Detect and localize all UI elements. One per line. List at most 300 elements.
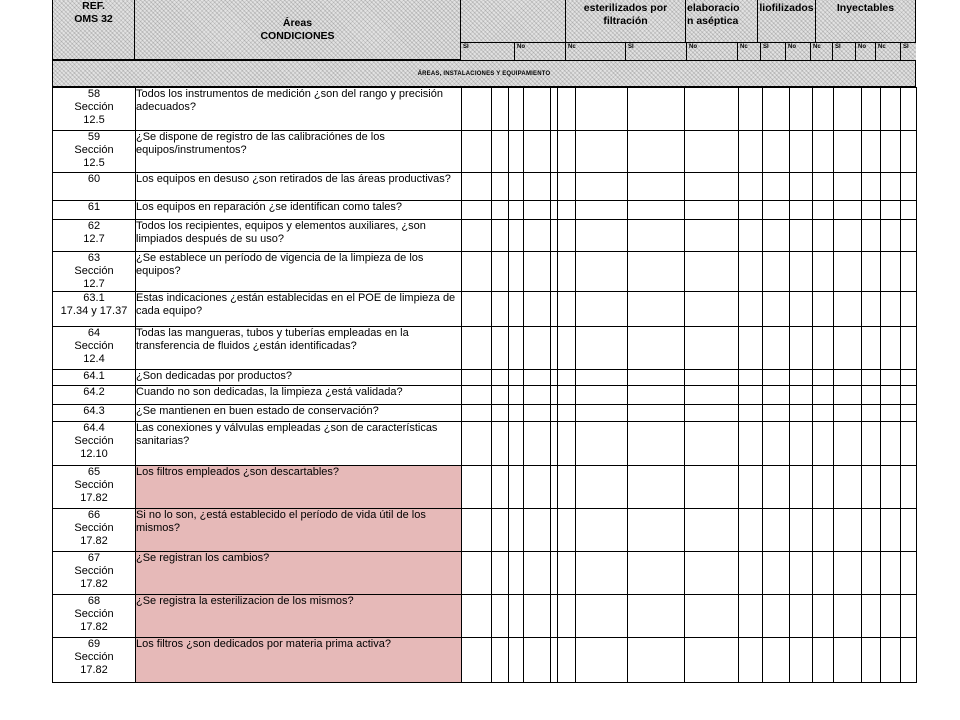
answer-cell[interactable] — [492, 509, 509, 552]
answer-cell[interactable] — [509, 292, 524, 327]
answer-cell[interactable] — [558, 638, 576, 683]
answer-cell[interactable] — [862, 88, 881, 131]
answer-cell[interactable] — [834, 638, 862, 683]
answer-cell[interactable] — [524, 405, 551, 422]
answer-cell[interactable] — [834, 422, 862, 466]
answer-cell[interactable] — [763, 466, 790, 509]
answer-cell[interactable] — [524, 131, 551, 173]
answer-cell[interactable] — [834, 292, 862, 327]
answer-cell[interactable] — [881, 405, 901, 422]
condiciones-label: CONDICIONES — [260, 30, 335, 42]
answer-cell[interactable] — [576, 370, 628, 386]
answer-cell[interactable] — [462, 405, 492, 422]
answer-cell[interactable] — [685, 405, 739, 422]
answer-cell[interactable] — [558, 595, 576, 638]
answer-cell[interactable] — [881, 327, 901, 370]
answer-cell[interactable] — [813, 405, 834, 422]
answer-cell[interactable] — [881, 220, 901, 252]
answer-cell[interactable] — [551, 638, 558, 683]
answer-cell[interactable] — [628, 595, 685, 638]
answer-cell[interactable] — [492, 552, 509, 595]
answer-cell[interactable] — [685, 252, 739, 292]
answer-cell[interactable] — [524, 386, 551, 405]
answer-cell[interactable] — [901, 201, 917, 220]
answer-cell[interactable] — [576, 220, 628, 252]
answer-cell[interactable] — [551, 292, 558, 327]
answer-cell[interactable] — [509, 405, 524, 422]
answer-cell[interactable] — [509, 131, 524, 173]
answer-cell[interactable] — [628, 220, 685, 252]
answer-cell[interactable] — [901, 252, 917, 292]
answer-cell[interactable] — [763, 595, 790, 638]
answer-cell[interactable] — [551, 466, 558, 509]
answer-cell[interactable] — [509, 220, 524, 252]
answer-subheader: SI — [460, 42, 514, 60]
answer-cell[interactable] — [462, 131, 492, 173]
answer-cell[interactable] — [813, 220, 834, 252]
answer-cell[interactable] — [551, 422, 558, 466]
answer-cell[interactable] — [881, 88, 901, 131]
answer-cell[interactable] — [763, 88, 790, 131]
answer-cell[interactable] — [685, 422, 739, 466]
answer-cell[interactable] — [790, 252, 813, 292]
answer-cell[interactable] — [576, 595, 628, 638]
answer-cell[interactable] — [551, 201, 558, 220]
answer-cell[interactable] — [862, 509, 881, 552]
answer-cell[interactable] — [462, 386, 492, 405]
answer-cell[interactable] — [558, 466, 576, 509]
answer-cell[interactable] — [509, 173, 524, 201]
answer-cell[interactable] — [901, 422, 917, 466]
answer-cell[interactable] — [492, 370, 509, 386]
answer-cell[interactable] — [558, 88, 576, 131]
table-row — [53, 220, 917, 252]
answer-cell[interactable] — [862, 327, 881, 370]
answer-cell[interactable] — [492, 88, 509, 131]
answer-subheader: Nc — [565, 42, 625, 60]
answer-cell[interactable] — [462, 552, 492, 595]
answer-cell[interactable] — [881, 638, 901, 683]
answer-cell[interactable] — [492, 466, 509, 509]
answer-cell[interactable] — [739, 638, 763, 683]
answer-cell[interactable] — [685, 220, 739, 252]
answer-subheader: No — [785, 42, 810, 60]
answer-cell[interactable] — [862, 370, 881, 386]
answer-cell[interactable] — [524, 220, 551, 252]
answer-cell[interactable] — [813, 88, 834, 131]
answer-cell[interactable] — [790, 327, 813, 370]
answer-cell[interactable] — [881, 131, 901, 173]
answer-cell[interactable] — [462, 466, 492, 509]
answer-cell[interactable] — [739, 405, 763, 422]
answer-cell[interactable] — [901, 327, 917, 370]
answer-cell[interactable] — [576, 252, 628, 292]
answer-cell[interactable] — [576, 292, 628, 327]
answer-cell[interactable] — [901, 405, 917, 422]
answer-cell[interactable] — [509, 509, 524, 552]
answer-cell[interactable] — [813, 552, 834, 595]
answer-cell[interactable] — [763, 422, 790, 466]
answer-cell[interactable] — [881, 552, 901, 595]
answer-cell[interactable] — [739, 370, 763, 386]
answer-cell[interactable] — [551, 370, 558, 386]
answer-cell[interactable] — [790, 173, 813, 201]
answer-cell[interactable] — [576, 131, 628, 173]
answer-cell[interactable] — [551, 327, 558, 370]
answer-cell[interactable] — [813, 173, 834, 201]
answer-cell[interactable] — [763, 405, 790, 422]
answer-cell[interactable] — [739, 201, 763, 220]
answer-cell[interactable] — [685, 327, 739, 370]
answer-cell[interactable] — [685, 131, 739, 173]
answer-cell[interactable] — [462, 173, 492, 201]
answer-cell[interactable] — [551, 88, 558, 131]
answer-cell[interactable] — [558, 509, 576, 552]
table-row — [53, 509, 917, 552]
answer-cell[interactable] — [576, 386, 628, 405]
answer-cell[interactable] — [558, 386, 576, 405]
answer-cell[interactable] — [524, 595, 551, 638]
answer-cell[interactable] — [509, 327, 524, 370]
answer-cell[interactable] — [834, 173, 862, 201]
answer-cell[interactable] — [524, 552, 551, 595]
answer-cell[interactable] — [492, 252, 509, 292]
ref-cell: 64.1 — [53, 370, 136, 386]
answer-cell[interactable] — [551, 509, 558, 552]
answer-cell[interactable] — [576, 201, 628, 220]
answer-cell[interactable] — [524, 509, 551, 552]
answer-cell[interactable] — [509, 88, 524, 131]
answer-cell[interactable] — [813, 327, 834, 370]
answer-cell[interactable] — [576, 509, 628, 552]
answer-cell[interactable] — [551, 252, 558, 292]
answer-cell[interactable] — [901, 595, 917, 638]
answer-cell[interactable] — [524, 466, 551, 509]
answer-cell[interactable] — [763, 252, 790, 292]
answer-cell[interactable] — [739, 327, 763, 370]
answer-cell[interactable] — [862, 252, 881, 292]
answer-cell[interactable] — [685, 552, 739, 595]
answer-cell[interactable] — [558, 405, 576, 422]
answer-cell[interactable] — [509, 386, 524, 405]
answer-cell[interactable] — [509, 422, 524, 466]
answer-cell[interactable] — [862, 292, 881, 327]
answer-cell[interactable] — [492, 595, 509, 638]
answer-cell[interactable] — [881, 595, 901, 638]
answer-cell[interactable] — [558, 292, 576, 327]
answer-cell[interactable] — [813, 509, 834, 552]
answer-cell[interactable] — [524, 88, 551, 131]
answer-cell[interactable] — [558, 422, 576, 466]
answer-cell[interactable] — [492, 220, 509, 252]
answer-cell[interactable] — [763, 638, 790, 683]
answer-cell[interactable] — [492, 327, 509, 370]
answer-cell[interactable] — [790, 552, 813, 595]
answer-cell[interactable] — [524, 370, 551, 386]
answer-cell[interactable] — [492, 292, 509, 327]
answer-cell[interactable] — [834, 386, 862, 405]
answer-cell[interactable] — [881, 422, 901, 466]
answer-cell[interactable] — [524, 173, 551, 201]
answer-cell[interactable] — [862, 386, 881, 405]
answer-cell[interactable] — [551, 220, 558, 252]
ref-cell: 69 Sección 17.82 — [53, 638, 136, 683]
answer-cell[interactable] — [558, 131, 576, 173]
answer-cell[interactable] — [576, 327, 628, 370]
answer-cell[interactable] — [462, 327, 492, 370]
answer-cell[interactable] — [628, 370, 685, 386]
answer-cell[interactable] — [901, 638, 917, 683]
answer-cell[interactable] — [790, 386, 813, 405]
answer-cell[interactable] — [790, 131, 813, 173]
answer-cell[interactable] — [628, 405, 685, 422]
answer-cell[interactable] — [462, 201, 492, 220]
answer-cell[interactable] — [813, 595, 834, 638]
answer-cell[interactable] — [813, 292, 834, 327]
answer-cell[interactable] — [628, 552, 685, 595]
answer-cell[interactable] — [551, 386, 558, 405]
answer-cell[interactable] — [462, 638, 492, 683]
answer-cell[interactable] — [576, 638, 628, 683]
answer-cell[interactable] — [834, 509, 862, 552]
answer-cell[interactable] — [739, 292, 763, 327]
answer-cell[interactable] — [790, 370, 813, 386]
answer-cell[interactable] — [462, 370, 492, 386]
answer-cell[interactable] — [558, 370, 576, 386]
answer-cell[interactable] — [628, 509, 685, 552]
answer-cell[interactable] — [685, 173, 739, 201]
answer-cell[interactable] — [739, 88, 763, 131]
answer-cell[interactable] — [834, 252, 862, 292]
answer-cell[interactable] — [509, 638, 524, 683]
answer-cell[interactable] — [790, 466, 813, 509]
answer-cell[interactable] — [739, 173, 763, 201]
answer-cell[interactable] — [509, 595, 524, 638]
answer-cell[interactable] — [790, 422, 813, 466]
answer-cell[interactable] — [763, 327, 790, 370]
answer-cell[interactable] — [509, 201, 524, 220]
answer-cell[interactable] — [881, 201, 901, 220]
answer-cell[interactable] — [628, 466, 685, 509]
answer-cell[interactable] — [628, 131, 685, 173]
answer-cell[interactable] — [576, 88, 628, 131]
answer-cell[interactable] — [763, 509, 790, 552]
answer-cell[interactable] — [739, 131, 763, 173]
answer-cell[interactable] — [492, 405, 509, 422]
answer-cell[interactable] — [492, 131, 509, 173]
answer-subheader: Nc — [875, 42, 900, 60]
answer-cell[interactable] — [834, 595, 862, 638]
answer-cell[interactable] — [813, 466, 834, 509]
answer-cell[interactable] — [628, 88, 685, 131]
answer-cell[interactable] — [685, 88, 739, 131]
answer-cell[interactable] — [790, 638, 813, 683]
answer-cell[interactable] — [813, 370, 834, 386]
answer-cell[interactable] — [813, 252, 834, 292]
answer-cell[interactable] — [509, 252, 524, 292]
answer-cell[interactable] — [813, 201, 834, 220]
answer-cell[interactable] — [685, 386, 739, 405]
answer-cell[interactable] — [558, 173, 576, 201]
answer-cell[interactable] — [881, 370, 901, 386]
answer-cell[interactable] — [881, 173, 901, 201]
answer-cell[interactable] — [739, 509, 763, 552]
answer-cell[interactable] — [462, 252, 492, 292]
answer-cell[interactable] — [862, 131, 881, 173]
answer-cell[interactable] — [462, 595, 492, 638]
answer-cell[interactable] — [834, 220, 862, 252]
answer-cell[interactable] — [834, 88, 862, 131]
answer-cell[interactable] — [492, 173, 509, 201]
answer-cell[interactable] — [901, 173, 917, 201]
answer-cell[interactable] — [901, 509, 917, 552]
answer-cell[interactable] — [813, 422, 834, 466]
answer-cell[interactable] — [763, 386, 790, 405]
answer-cell[interactable] — [509, 466, 524, 509]
answer-cell[interactable] — [763, 292, 790, 327]
answer-cell[interactable] — [524, 292, 551, 327]
answer-cell[interactable] — [551, 131, 558, 173]
answer-cell[interactable] — [834, 131, 862, 173]
answer-cell[interactable] — [739, 595, 763, 638]
answer-cell[interactable] — [576, 422, 628, 466]
answer-cell[interactable] — [790, 405, 813, 422]
answer-cell[interactable] — [558, 252, 576, 292]
answer-cell[interactable] — [901, 131, 917, 173]
answer-cell[interactable] — [462, 292, 492, 327]
answer-cell[interactable] — [551, 595, 558, 638]
answer-cell[interactable] — [492, 386, 509, 405]
answer-cell[interactable] — [558, 327, 576, 370]
answer-cell[interactable] — [790, 292, 813, 327]
answer-cell[interactable] — [834, 466, 862, 509]
answer-cell[interactable] — [763, 201, 790, 220]
answer-cell[interactable] — [901, 370, 917, 386]
answer-cell[interactable] — [576, 405, 628, 422]
answer-cell[interactable] — [790, 201, 813, 220]
answer-cell[interactable] — [576, 552, 628, 595]
answer-cell[interactable] — [763, 552, 790, 595]
answer-cell[interactable] — [551, 552, 558, 595]
answer-cell[interactable] — [558, 552, 576, 595]
answer-cell[interactable] — [834, 201, 862, 220]
answer-cell[interactable] — [739, 220, 763, 252]
answer-cell[interactable] — [524, 422, 551, 466]
answer-cell[interactable] — [881, 509, 901, 552]
answer-cell[interactable] — [462, 220, 492, 252]
answer-cell[interactable] — [462, 88, 492, 131]
answer-cell[interactable] — [462, 509, 492, 552]
answer-cell[interactable] — [862, 595, 881, 638]
answer-cell[interactable] — [862, 220, 881, 252]
answer-cell[interactable] — [834, 405, 862, 422]
answer-cell[interactable] — [628, 638, 685, 683]
answer-cell[interactable] — [492, 201, 509, 220]
answer-cell[interactable] — [628, 327, 685, 370]
answer-cell[interactable] — [492, 638, 509, 683]
answer-cell[interactable] — [551, 173, 558, 201]
answer-cell[interactable] — [763, 131, 790, 173]
answer-cell[interactable] — [524, 327, 551, 370]
answer-cell[interactable] — [558, 220, 576, 252]
answer-cell[interactable] — [524, 638, 551, 683]
answer-cell[interactable] — [901, 466, 917, 509]
answer-cell[interactable] — [685, 370, 739, 386]
answer-cell[interactable] — [881, 386, 901, 405]
answer-cell[interactable] — [576, 173, 628, 201]
answer-cell[interactable] — [790, 509, 813, 552]
answer-cell[interactable] — [881, 252, 901, 292]
answer-cell[interactable] — [834, 552, 862, 595]
question-cell: ¿Se mantienen en buen estado de conservación? — [136, 405, 462, 422]
answer-cell[interactable] — [901, 220, 917, 252]
answer-cell[interactable] — [790, 595, 813, 638]
answer-cell[interactable] — [813, 131, 834, 173]
answer-cell[interactable] — [862, 466, 881, 509]
answer-cell[interactable] — [509, 552, 524, 595]
answer-cell[interactable] — [763, 173, 790, 201]
answer-cell[interactable] — [462, 422, 492, 466]
answer-cell[interactable] — [901, 552, 917, 595]
answer-cell[interactable] — [628, 173, 685, 201]
answer-cell[interactable] — [862, 173, 881, 201]
answer-cell[interactable] — [813, 386, 834, 405]
answer-cell[interactable] — [862, 201, 881, 220]
answer-cell[interactable] — [492, 422, 509, 466]
answer-cell[interactable] — [628, 292, 685, 327]
answer-cell[interactable] — [862, 552, 881, 595]
answer-cell[interactable] — [881, 292, 901, 327]
answer-cell[interactable] — [862, 405, 881, 422]
answer-cell[interactable] — [685, 466, 739, 509]
answer-cell[interactable] — [834, 370, 862, 386]
answer-cell[interactable] — [739, 466, 763, 509]
answer-cell[interactable] — [901, 386, 917, 405]
answer-cell[interactable] — [685, 509, 739, 552]
answer-cell[interactable] — [739, 252, 763, 292]
answer-cell[interactable] — [739, 386, 763, 405]
answer-cell[interactable] — [881, 466, 901, 509]
answer-cell[interactable] — [628, 252, 685, 292]
answer-cell[interactable] — [628, 422, 685, 466]
answer-cell[interactable] — [628, 386, 685, 405]
answer-cell[interactable] — [685, 201, 739, 220]
answer-cell[interactable] — [685, 638, 739, 683]
answer-cell[interactable] — [524, 252, 551, 292]
answer-cell[interactable] — [763, 370, 790, 386]
answer-cell[interactable] — [685, 595, 739, 638]
answer-cell[interactable] — [862, 638, 881, 683]
answer-cell[interactable] — [739, 552, 763, 595]
answer-cell[interactable] — [790, 220, 813, 252]
answer-cell[interactable] — [551, 405, 558, 422]
answer-cell[interactable] — [763, 220, 790, 252]
aseptica-group-header: elaboracio n aséptica — [685, 0, 758, 60]
answer-cell[interactable] — [524, 201, 551, 220]
answer-cell[interactable] — [558, 201, 576, 220]
answer-cell[interactable] — [790, 88, 813, 131]
answer-cell[interactable] — [813, 638, 834, 683]
answer-cell[interactable] — [862, 422, 881, 466]
answer-cell[interactable] — [901, 88, 917, 131]
answer-cell[interactable] — [685, 292, 739, 327]
answer-cell[interactable] — [576, 466, 628, 509]
answer-cell[interactable] — [509, 370, 524, 386]
answer-cell[interactable] — [834, 327, 862, 370]
answer-cell[interactable] — [628, 201, 685, 220]
answer-cell[interactable] — [739, 422, 763, 466]
answer-cell[interactable] — [901, 292, 917, 327]
